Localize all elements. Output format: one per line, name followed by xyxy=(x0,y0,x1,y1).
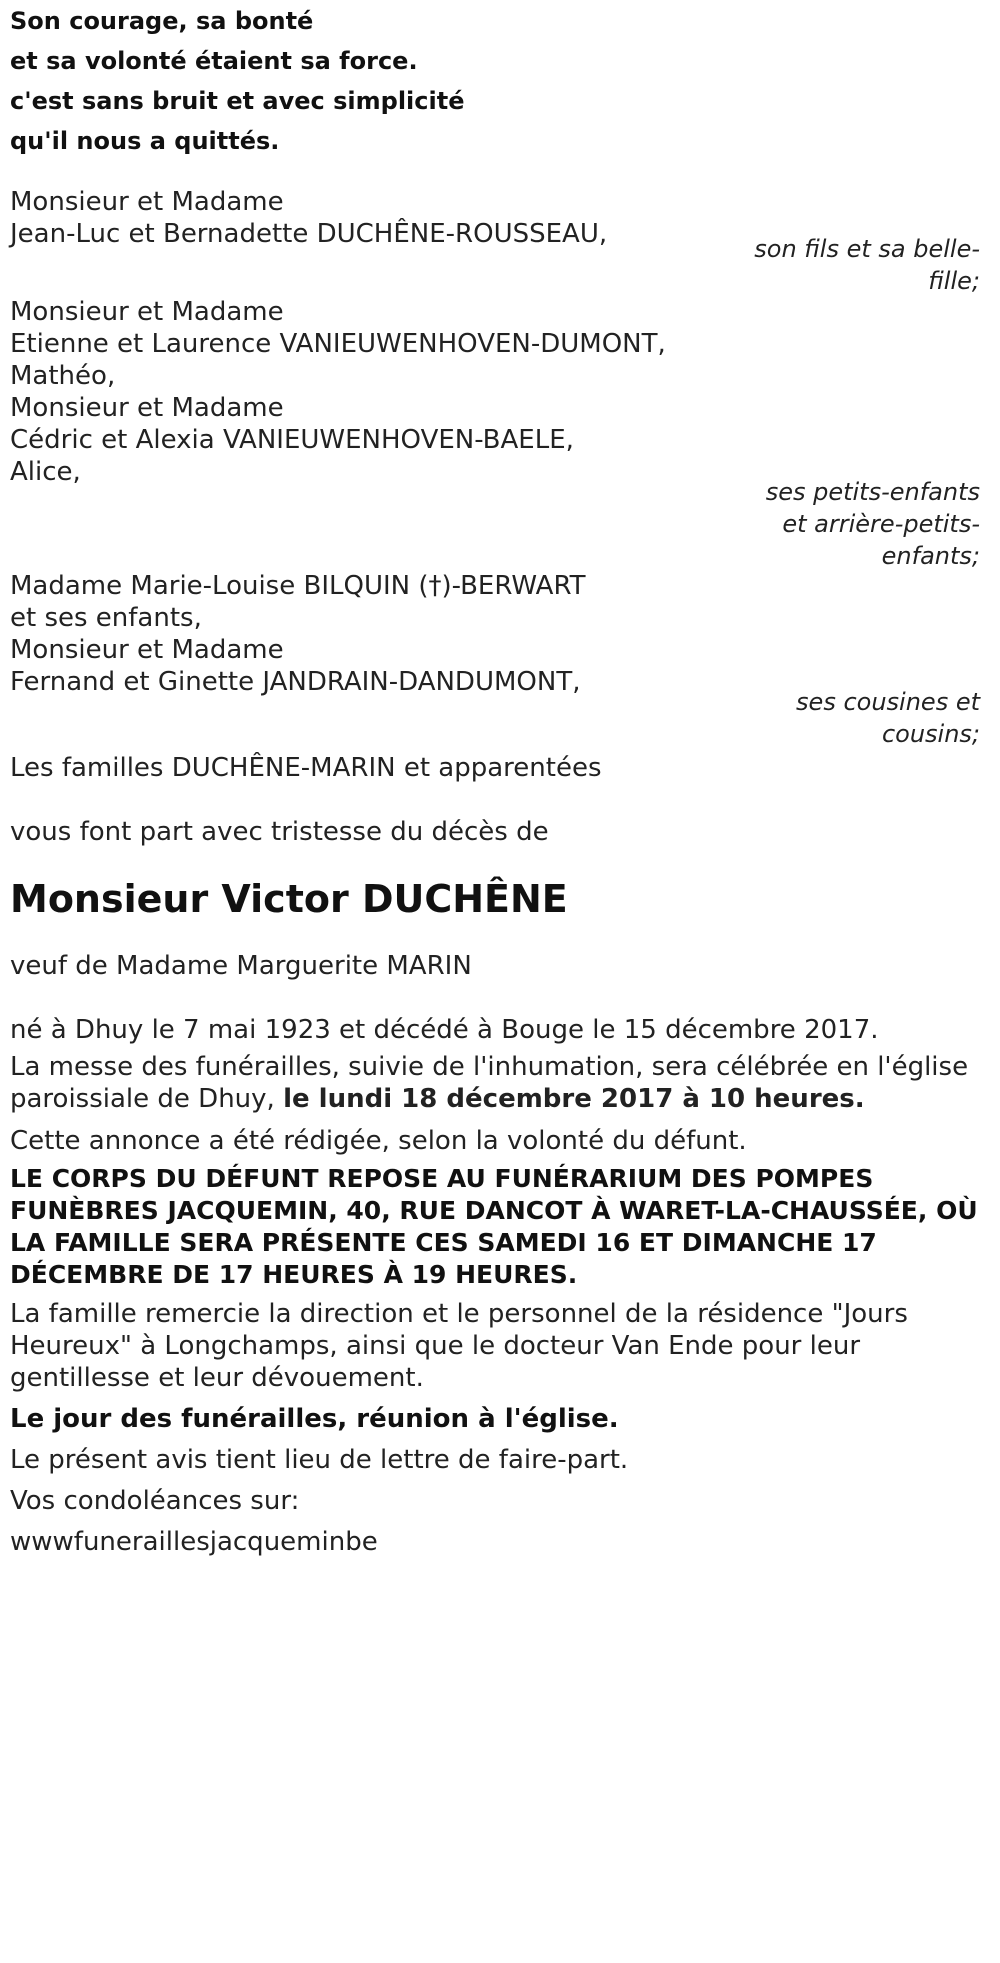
announcement-line: vous font part avec tristesse du décès de xyxy=(10,817,549,847)
relation-grandchildren xyxy=(0,476,980,572)
family-line: Mathéo, xyxy=(10,361,116,391)
relation-line: ses petits-enfants xyxy=(765,478,980,506)
mass-date: le lundi 18 décembre 2017 à 10 heures. xyxy=(283,1084,865,1114)
funerarium-line: FUNÈBRES JACQUEMIN, 40, RUE DANCOT À WARET-LA-CHAUSSÉE, OÙ xyxy=(10,1196,978,1225)
family-line: Monsieur et Madame xyxy=(10,393,284,423)
condolences-website[interactable]: wwwfuneraillesjacqueminbe xyxy=(10,1527,378,1557)
thanks-line: Heureux" à Longchamps, ainsi que le docteur Van Ende pour leur xyxy=(10,1331,861,1361)
poem-line: qu'il nous a quittés. xyxy=(10,127,280,155)
wish-line: Cette annonce a été rédigée, selon la volonté du défunt. xyxy=(10,1126,747,1156)
family-line: Cédric et Alexia VANIEUWENHOVEN-BAELE, xyxy=(10,425,574,455)
funerarium-line: DÉCEMBRE DE 17 HEURES À 19 HEURES. xyxy=(10,1260,578,1289)
relation-line: son fils et sa belle- xyxy=(754,235,980,263)
poem-line: c'est sans bruit et avec simplicité xyxy=(10,87,465,115)
relation-line: ses cousines et xyxy=(796,688,980,716)
funerarium-line: LA FAMILLE SERA PRÉSENTE CES SAMEDI 16 ET DIMANCHE 17 xyxy=(10,1228,877,1257)
family-line: Etienne et Laurence VANIEUWENHOVEN-DUMONT, xyxy=(10,329,666,359)
thanks-line: gentillesse et leur dévouement. xyxy=(10,1363,424,1393)
family-line: Madame Marie-Louise BILQUIN (†)-BERWART xyxy=(10,571,586,601)
mass-info xyxy=(10,1051,968,1115)
birth-death-line: né à Dhuy le 7 mai 1923 et décédé à Bouge le 15 décembre 2017. xyxy=(10,1015,879,1045)
poem-line: Son courage, sa bonté xyxy=(10,7,314,35)
thanks-line: La famille remercie la direction et le personnel de la résidence "Jours xyxy=(10,1299,908,1329)
family-line: Fernand et Ginette JANDRAIN-DANDUMONT, xyxy=(10,667,581,697)
widower-line: veuf de Madame Marguerite MARIN xyxy=(10,951,472,981)
poem-line: et sa volonté étaient sa force. xyxy=(10,47,418,75)
mass-line: La messe des funérailles, suivie de l'inhumation, sera célébrée en l'église xyxy=(10,1052,969,1082)
family-line: Jean-Luc et Bernadette DUCHÊNE-ROUSSEAU, xyxy=(10,219,608,249)
relation-cousins xyxy=(0,686,980,750)
family-group-cousins xyxy=(10,570,586,698)
mass-line xyxy=(10,1083,968,1115)
family-line: Monsieur et Madame xyxy=(10,635,284,665)
family-group-grandchildren xyxy=(10,296,666,488)
relation-line: enfants; xyxy=(881,542,980,570)
mass-location: paroissiale de Dhuy, xyxy=(10,1084,284,1114)
thanks-paragraph xyxy=(10,1298,908,1394)
relation-line: cousins; xyxy=(881,720,980,748)
relation-son xyxy=(0,233,980,297)
reunion-line: Le jour des funérailles, réunion à l'église. xyxy=(10,1404,619,1434)
deceased-name: Monsieur Victor DUCHÊNE xyxy=(10,877,568,921)
family-line: Alice, xyxy=(10,457,81,487)
funerarium-info xyxy=(10,1163,978,1291)
poem xyxy=(10,0,465,166)
relation-line: et arrière-petits- xyxy=(782,510,980,538)
families-line: Les familles DUCHÊNE-MARIN et apparentées xyxy=(10,753,602,783)
family-line: Monsieur et Madame xyxy=(10,187,284,217)
family-line: Monsieur et Madame xyxy=(10,297,284,327)
funerarium-line: LE CORPS DU DÉFUNT REPOSE AU FUNÉRARIUM DES POMPES xyxy=(10,1164,874,1193)
relation-line: fille; xyxy=(928,267,980,295)
notice-line: Le présent avis tient lieu de lettre de faire-part. xyxy=(10,1445,629,1475)
family-line: et ses enfants, xyxy=(10,603,202,633)
condolences-label: Vos condoléances sur: xyxy=(10,1486,300,1516)
